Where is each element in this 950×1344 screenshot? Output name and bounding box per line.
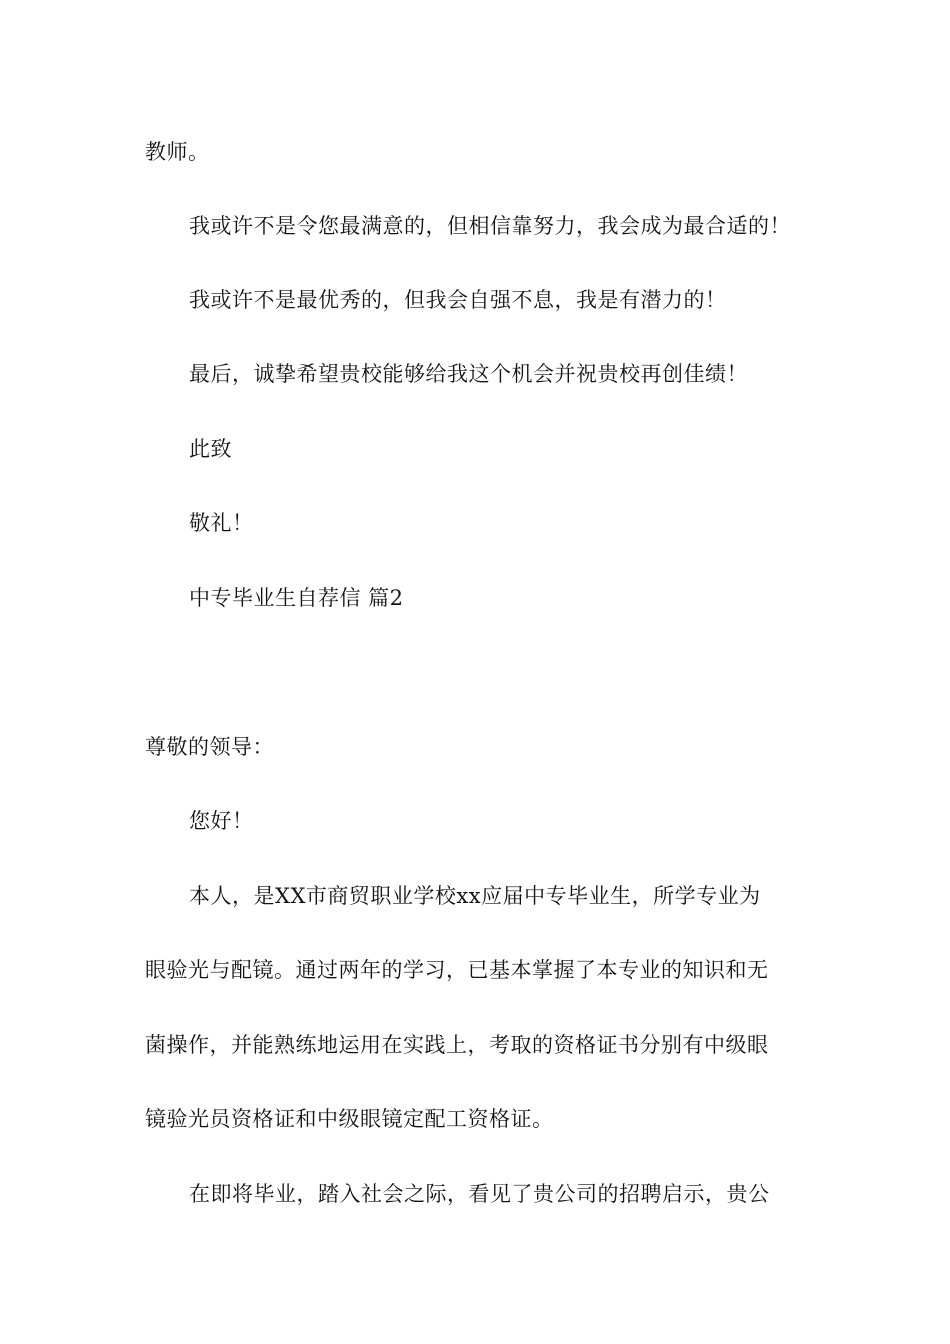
text-line-paragraph: 最后，诚挚希望贵校能够给我这个机会并祝贵校再创佳绩！ bbox=[189, 362, 748, 386]
text-line-paragraph: 菌操作，并能熟练地运用在实践上，考取的资格证书分别有中级眼 bbox=[145, 1033, 769, 1057]
text-line-paragraph: 眼验光与配镜。通过两年的学习，已基本掌握了本专业的知识和无 bbox=[145, 958, 769, 982]
letter-greeting-hello: 您好！ bbox=[189, 809, 254, 833]
letter-greeting-recipient: 尊敬的领导： bbox=[145, 735, 274, 759]
closing-regards: 敬礼！ bbox=[189, 511, 254, 535]
section-heading: 中专毕业生自荐信 篇2 bbox=[189, 586, 404, 610]
text-line-paragraph: 我或许不是最优秀的，但我会自强不息，我是有潜力的！ bbox=[189, 288, 727, 312]
text-line-paragraph: 本人，是XX市商贸职业学校xx应届中专毕业生，所学专业为 bbox=[189, 884, 761, 908]
text-line-paragraph: 镜验光员资格证和中级眼镜定配工资格证。 bbox=[145, 1107, 554, 1131]
closing-salutation: 此致 bbox=[189, 437, 232, 461]
text-line-continuation: 教师。 bbox=[145, 140, 210, 164]
text-line-paragraph: 我或许不是令您最满意的，但相信靠努力，我会成为最合适的！ bbox=[189, 214, 791, 238]
text-line-paragraph: 在即将毕业，踏入社会之际，看见了贵公司的招聘启示，贵公 bbox=[189, 1182, 770, 1206]
